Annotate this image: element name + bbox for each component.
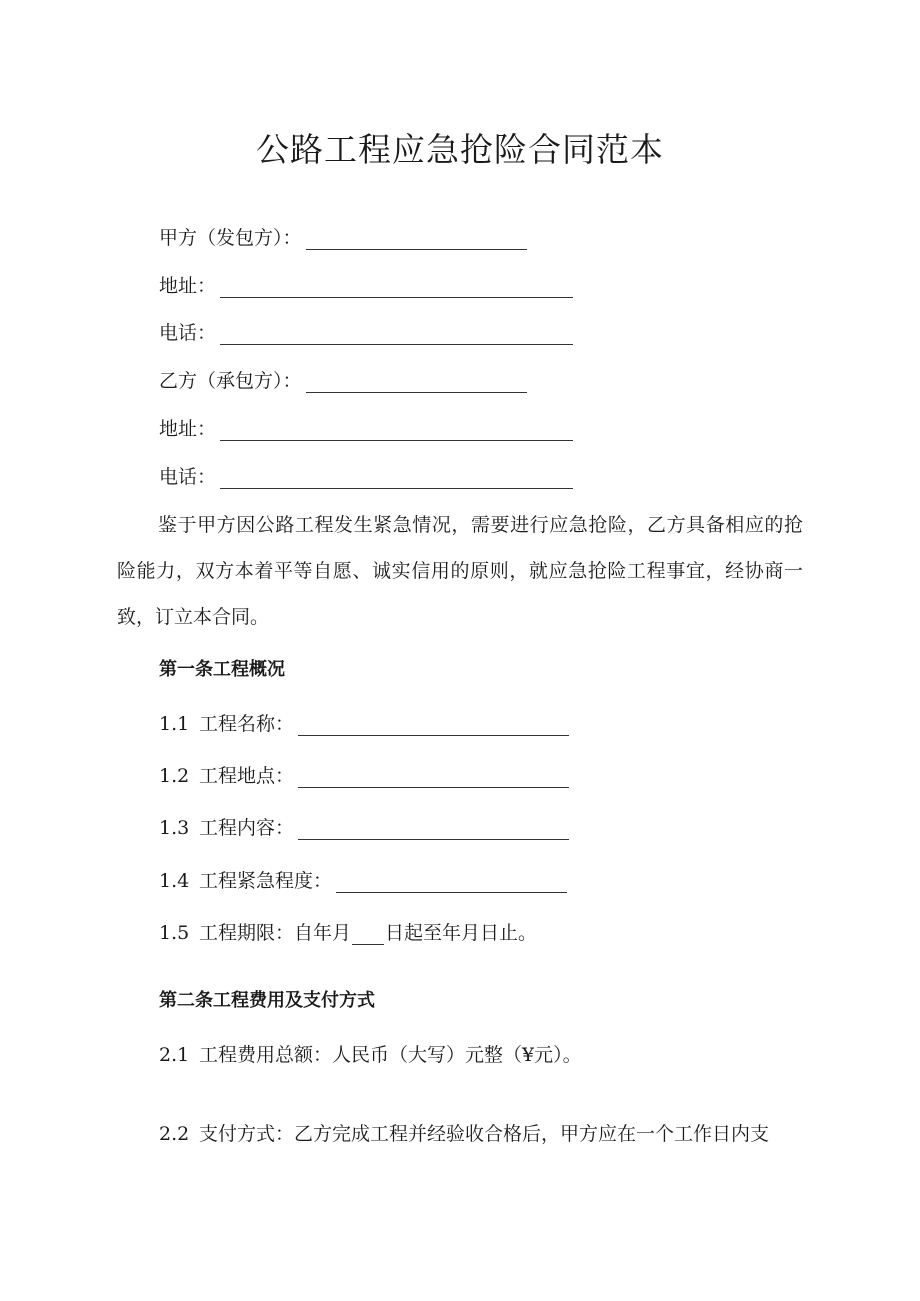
item-number: 1.3 [159,817,190,839]
item-number: 2.2 [159,1123,190,1145]
item-label: 工程内容： [199,817,295,839]
article2-item-2 [159,1122,769,1146]
party-a-phone-row [159,321,573,345]
article1-item-2 [159,764,569,788]
article1-heading: 第一条工程概况 [159,659,285,680]
party-a-label: 甲方（发包方）： [159,227,302,249]
preamble-paragraph: 鉴于甲方因公路工程发生紧急情况，需要进行应急抢险，乙方具备相应的抢险能力，双方本着平等自愿、诚实信用的原则，就应急抢险工程事宜，经协商一致，订立本合同。 [117,514,803,628]
party-b-address-label: 地址： [159,418,217,440]
project-content-blank[interactable] [298,820,569,840]
project-name-blank[interactable] [298,716,569,736]
project-location-blank[interactable] [298,768,569,788]
party-b-address-row [159,417,573,441]
article1-item-1 [159,712,569,736]
party-a-blank[interactable] [306,230,527,250]
item-number: 1.2 [159,765,190,787]
item-label: 工程地点： [199,765,295,787]
party-a-address-label: 地址： [159,275,217,297]
party-b-phone-row [159,465,573,489]
item-label: 工程紧急程度： [199,870,333,892]
party-b-blank[interactable] [306,373,527,393]
period-day-blank[interactable] [352,926,384,945]
party-a-row [159,226,527,250]
party-a-phone-label: 电话： [159,322,217,344]
item-label: 工程名称： [199,713,295,735]
item-number: 1.4 [159,870,190,892]
period-prefix: 工程期限：自年月 [199,922,352,944]
article1-item-4 [159,869,567,893]
party-b-address-blank[interactable] [220,421,573,441]
party-b-phone-label: 电话： [159,466,217,488]
article1-item-5 [159,921,537,945]
urgency-level-blank[interactable] [336,873,567,893]
party-a-address-row [159,274,573,298]
fee-text: 工程费用总额：人民币（大写）元整（¥元）。 [199,1044,582,1066]
article2-heading: 第二条工程费用及支付方式 [159,990,375,1011]
party-a-phone-blank[interactable] [220,325,573,345]
party-a-address-blank[interactable] [220,278,573,298]
page-title: 公路工程应急抢险合同范本 [256,130,664,169]
item-number: 2.1 [159,1044,190,1066]
article1-item-3 [159,816,569,840]
party-b-label: 乙方（承包方）： [159,370,302,392]
item-number: 1.5 [159,922,190,944]
party-b-phone-blank[interactable] [220,469,573,489]
article2-item-1 [159,1043,582,1067]
item-number: 1.1 [159,713,190,735]
payment-text: 支付方式：乙方完成工程并经验收合格后，甲方应在一个工作日内支 [199,1123,770,1145]
party-b-row [159,369,527,393]
period-suffix: 日起至年月日止。 [385,922,538,944]
